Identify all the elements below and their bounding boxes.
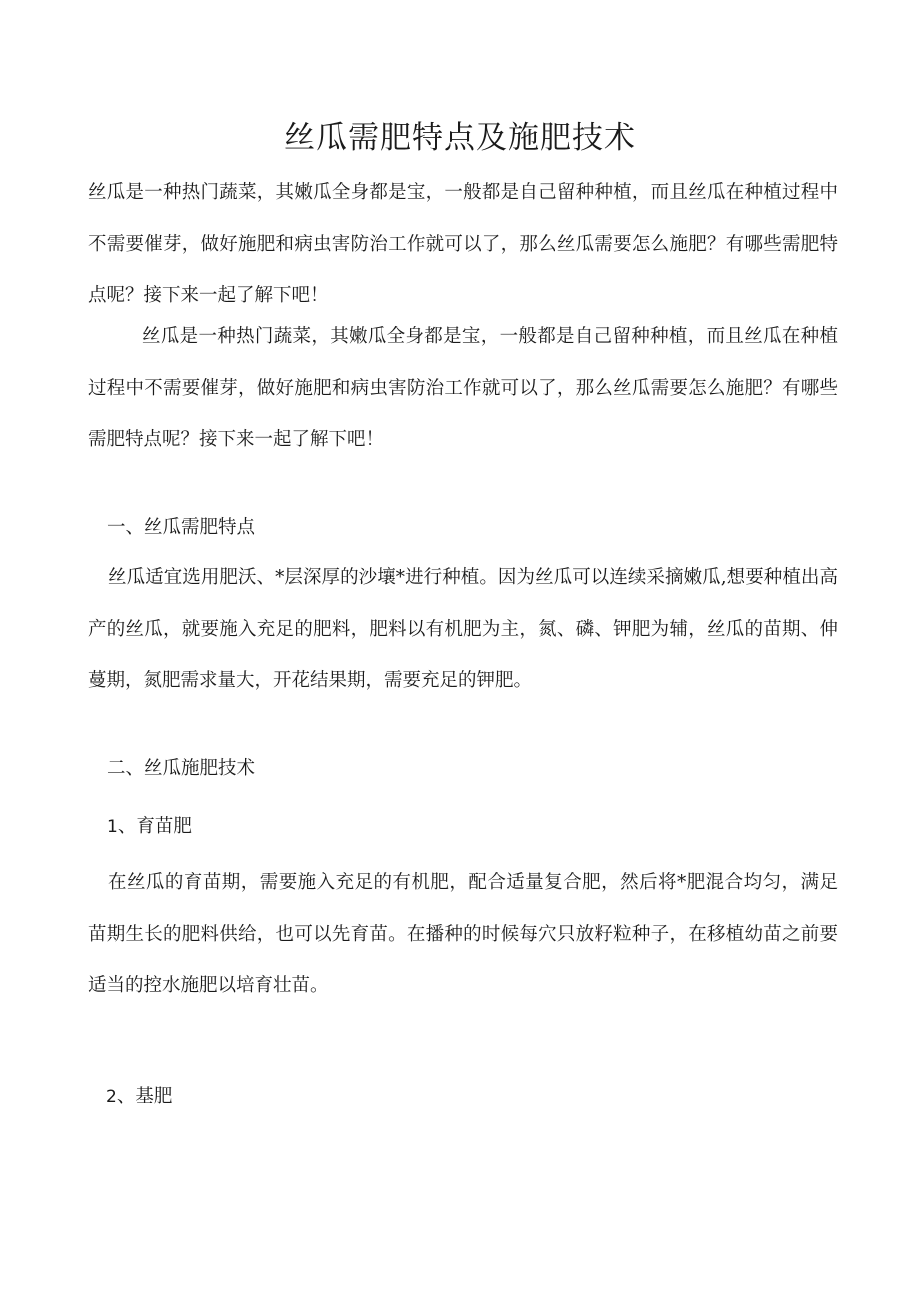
intro-paragraph-repeat: 丝瓜是一种热门蔬菜，其嫩瓜全身都是宝，一般都是自己留种种植，而且丝瓜在种植过程中不需要催芽，做好施肥和病虫害防治工作就可以了，那么丝瓜需要怎么施肥？有哪些需肥特点呢？接下来一起了解下吧！	[88, 326, 838, 450]
body-seedling-fertilizer: 在丝瓜的育苗期，需要施入充足的有机肥，配合适量复合肥，然后将*肥混合均匀，满足苗期生长的肥料供给，也可以先育苗。在播种的时候每穴只放籽粒种子，在移植幼苗之前要适当的控水施肥以培育壮苗。	[88, 872, 838, 996]
subheading-number: 1	[107, 817, 118, 837]
subheading-number: 2	[106, 1087, 117, 1107]
document-title: 丝瓜需肥特点及施肥技术	[284, 120, 636, 156]
subheading-label: 、基肥	[116, 1086, 173, 1107]
section-heading-fertilizer-needs: 一、丝瓜需肥特点	[107, 517, 256, 538]
subheading-label: 、育苗肥	[117, 816, 192, 837]
intro-paragraph: 丝瓜是一种热门蔬菜，其嫩瓜全身都是宝，一般都是自己留种种植，而且丝瓜在种植过程中不需要催芽，做好施肥和病虫害防治工作就可以了，那么丝瓜需要怎么施肥？有哪些需肥特点呢？接下来一起了解下吧！	[88, 182, 838, 306]
subheading-seedling-fertilizer	[107, 812, 192, 842]
section-body-fertilizer-needs: 丝瓜适宜选用肥沃、*层深厚的沙壤*进行种植。因为丝瓜可以连续采摘嫩瓜,想要种植出高产的丝瓜，就要施入充足的肥料，肥料以有机肥为主，氮、磷、钾肥为辅，丝瓜的苗期、伸蔓期，氮肥需求量大，开花结果期，需要充足的钾肥。	[88, 567, 838, 691]
subheading-base-fertilizer	[106, 1082, 172, 1112]
section-heading-fertilizing-technique: 二、丝瓜施肥技术	[107, 758, 256, 779]
